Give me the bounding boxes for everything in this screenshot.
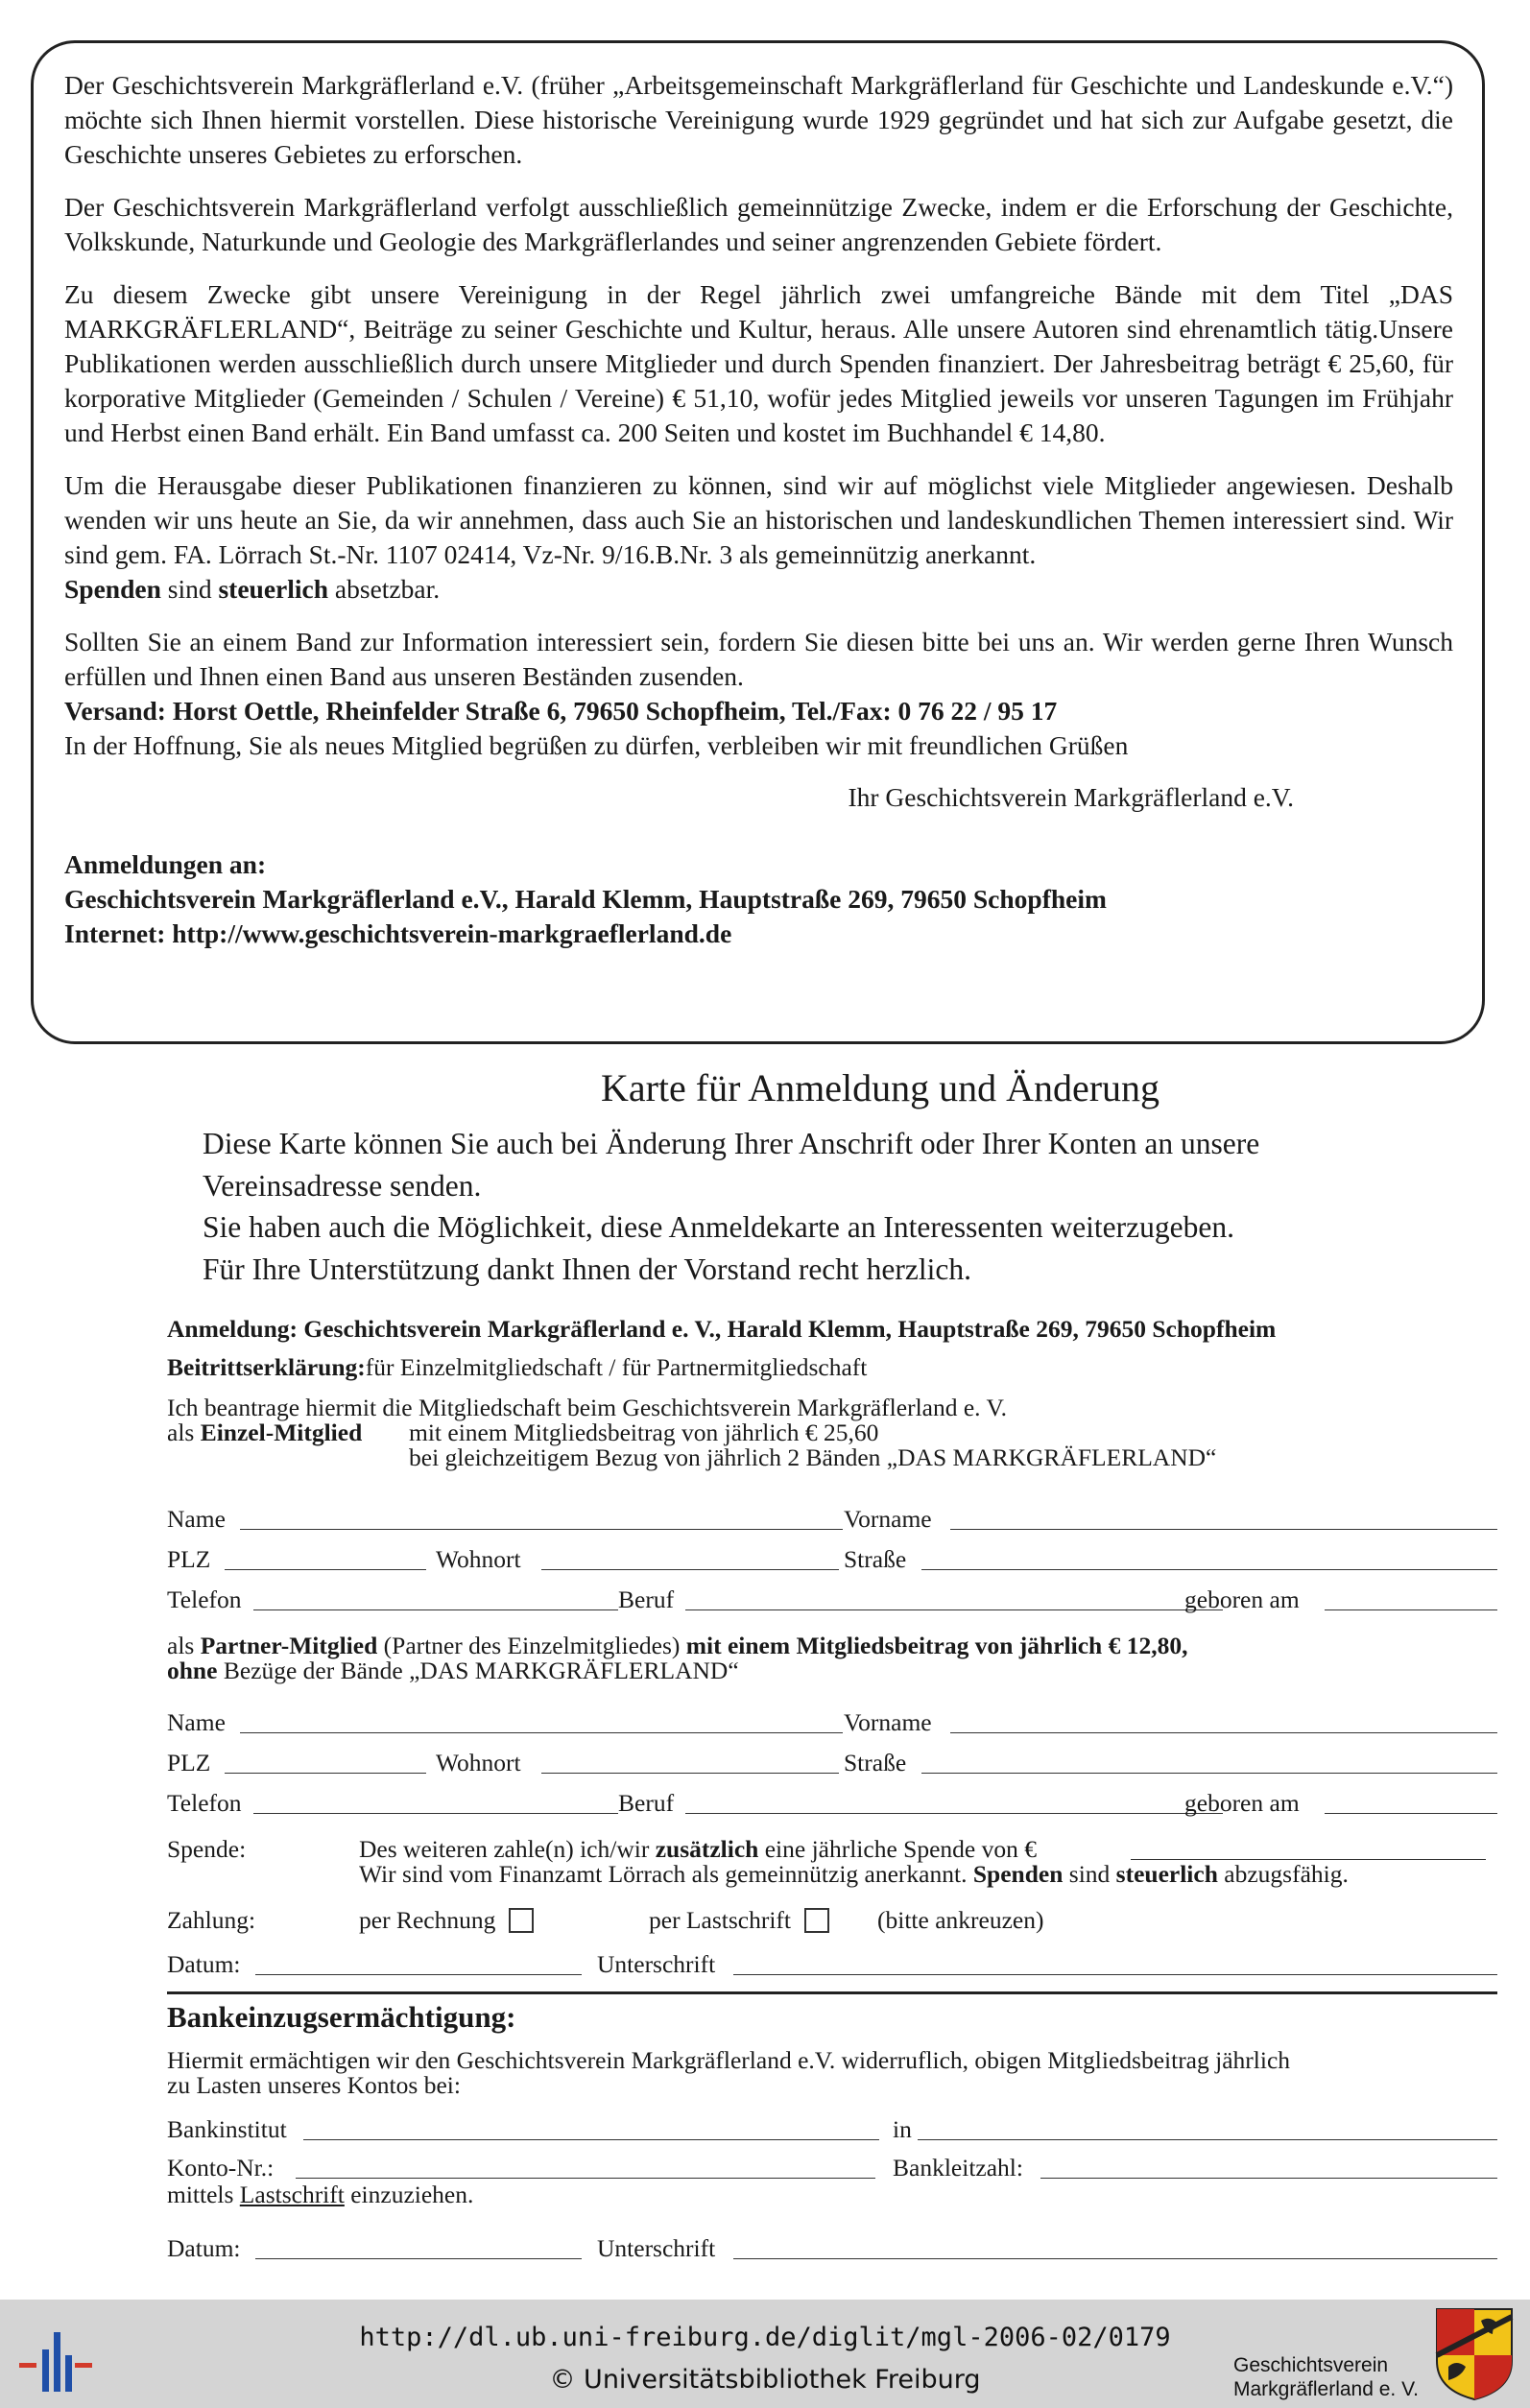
partner-address-row bbox=[167, 1747, 1497, 1779]
antrag-line: Ich beantrage hiermit die Mitgliedschaft beim Geschichtsverein Markgräflerland e. V. bbox=[167, 1394, 1007, 1421]
lastschrift-option[interactable] bbox=[649, 1906, 829, 1935]
association-info-box bbox=[31, 40, 1485, 1044]
blz-field[interactable] bbox=[1040, 2178, 1497, 2179]
bank-text-1: Hiermit ermächtigen wir den Geschichtsverein Markgräflerland e.V. widerruflich, obigen Mitgliedsbeitrag jährlich bbox=[167, 2046, 1291, 2074]
partner-plz-label: PLZ bbox=[167, 1749, 211, 1776]
name-row bbox=[167, 1503, 1497, 1536]
partner-geboren-label: geboren am bbox=[1184, 1789, 1300, 1817]
rechnung-option[interactable] bbox=[359, 1906, 534, 1935]
bank-ort-field[interactable] bbox=[918, 2139, 1497, 2140]
spenden-bold: Spenden bbox=[64, 574, 161, 604]
beitritt-text: für Einzelmitgliedschaft / für Partnermitgliedschaft bbox=[365, 1353, 868, 1381]
vorname-label: Vorname bbox=[844, 1505, 932, 1533]
datum-row bbox=[167, 1948, 1497, 1981]
spende-steuerlich: steuerlich bbox=[1115, 1860, 1218, 1888]
mittels-text: mittels bbox=[167, 2181, 240, 2208]
beitritt-line bbox=[167, 1353, 867, 1382]
konto-label: Konto-Nr.: bbox=[167, 2154, 275, 2182]
ankreuzen-hint: (bitte ankreuzen) bbox=[877, 1906, 1044, 1934]
datum-label: Datum: bbox=[167, 1950, 241, 1978]
footer-bar bbox=[0, 2300, 1530, 2408]
beruf-field[interactable] bbox=[685, 1609, 1223, 1610]
beruf-label: Beruf bbox=[618, 1585, 675, 1613]
lastschrift-checkbox[interactable] bbox=[804, 1908, 829, 1933]
bankinstitut-field[interactable] bbox=[303, 2139, 879, 2140]
internet-link[interactable]: Internet: http://www.geschichtsverein-markgraeflerland.de bbox=[64, 918, 732, 948]
funding-text: Um die Herausgabe dieser Publikationen finanzieren zu können, sind wir auf möglichst viele Mitglieder angewiesen. Deshalb wenden wir uns heute an Sie, da wir annehmen, dass auch Sie an historischen und landeskundlichen Themen interessiert sind. Wir sind gem. FA. Lörrach St.-Nr. 1107 02414, Vz-Nr. 9/16.B.Nr. 3 als gemeinnützig anerkannt. bbox=[64, 470, 1453, 569]
spende-abzugsfaehig: abzugsfähig. bbox=[1217, 1860, 1349, 1888]
bank-datum-row bbox=[167, 2232, 1497, 2265]
einzel-fee: mit einem Mitgliedsbeitrag von jährlich € 25,60 bbox=[409, 1419, 879, 1446]
partner-name-row bbox=[167, 1706, 1497, 1739]
signature: Ihr Geschichtsverein Markgräflerland e.V. bbox=[848, 782, 1294, 812]
spende-zusaetzlich: zusätzlich bbox=[655, 1835, 759, 1863]
anmeldungen-address: Geschichtsverein Markgräflerland e.V., Harald Klemm, Hauptstraße 269, 79650 Schopfheim bbox=[64, 884, 1107, 914]
funding-paragraph bbox=[64, 468, 1453, 607]
partner-bezuege: Bezüge der Bände „DAS MARKGRÄFLERLAND“ bbox=[217, 1657, 739, 1684]
partner-vorname-field[interactable] bbox=[950, 1732, 1497, 1733]
intro-paragraph: Der Geschichtsverein Markgräflerland e.V. (früher „Arbeitsgemeinschaft Markgräflerland für Geschichte und Landeskunde e.V.“) möchte sich Ihnen hiermit vorstellen. Diese historische Vereinigung wurde 1929 gegründet und hat sich zur Aufgabe gesetzt, die Geschichte unseres Gebietes zu erforschen. bbox=[64, 70, 1453, 169]
partner-label: Partner-Mitglied bbox=[200, 1632, 378, 1659]
steuerlich-bold: steuerlich bbox=[218, 574, 329, 604]
strasse-field[interactable] bbox=[921, 1569, 1497, 1570]
partner-volumes-line bbox=[167, 1657, 739, 1685]
lastschrift-underlined: Lastschrift bbox=[239, 2181, 345, 2208]
card-intro-line: Diese Karte können Sie auch bei Änderung Ihrer Anschrift oder Ihrer Konten an unsere bbox=[203, 1127, 1260, 1160]
card-intro bbox=[203, 1123, 1450, 1290]
vorname-field[interactable] bbox=[950, 1529, 1497, 1530]
name-label: Name bbox=[167, 1505, 226, 1533]
footer-org-line: Geschichtsverein bbox=[1233, 2354, 1389, 2376]
unterschrift-label: Unterschrift bbox=[597, 1950, 716, 1978]
wohnort-field[interactable] bbox=[541, 1569, 839, 1570]
partner-geboren-field[interactable] bbox=[1325, 1813, 1497, 1814]
bank-title: Bankeinzugsermächtigung: bbox=[167, 2000, 516, 2034]
bankinstitut-row bbox=[167, 2113, 1497, 2146]
card-intro-line: Sie haben auch die Möglichkeit, diese Anmeldekarte an Interessenten weiterzugeben. bbox=[203, 1210, 1234, 1244]
card-title: Karte für Anmeldung und Änderung bbox=[600, 1066, 1160, 1109]
spende-text-a: Des weiteren zahle(n) ich/wir bbox=[359, 1835, 656, 1863]
telefon-label: Telefon bbox=[167, 1585, 242, 1613]
unterschrift-field[interactable] bbox=[733, 1974, 1497, 1975]
footer-org-line: Markgräflerland e. V. bbox=[1233, 2378, 1419, 2400]
telefon-field[interactable] bbox=[253, 1609, 618, 1610]
partner-paren: (Partner des Einzelmitgliedes) bbox=[377, 1632, 686, 1659]
spende-text-c: eine jährliche Spende von € bbox=[758, 1835, 1037, 1863]
bank-datum-field[interactable] bbox=[255, 2258, 582, 2259]
bank-unterschrift-field[interactable] bbox=[733, 2258, 1497, 2259]
rechnung-checkbox[interactable] bbox=[509, 1908, 534, 1933]
partner-telefon-label: Telefon bbox=[167, 1789, 242, 1817]
partner-wohnort-label: Wohnort bbox=[436, 1749, 521, 1776]
contact-row bbox=[167, 1584, 1497, 1616]
konto-field[interactable] bbox=[296, 2178, 875, 2179]
funding-end: absetzbar. bbox=[328, 574, 441, 604]
section-divider bbox=[167, 1991, 1497, 1994]
geboren-label: geboren am bbox=[1184, 1585, 1300, 1613]
datum-field[interactable] bbox=[255, 1974, 582, 1975]
purpose-paragraph: Der Geschichtsverein Markgräflerland verfolgt ausschließlich gemeinnützige Zwecke, indem er die Erforschung der Geschichte, Volkskunde, Naturkunde und Geologie des Markgräflerlandes und seiner angrenzenden Gebiete fördert. bbox=[64, 192, 1453, 256]
name-field[interactable] bbox=[240, 1529, 843, 1530]
partner-beruf-label: Beruf bbox=[618, 1789, 675, 1817]
partner-ohne: ohne bbox=[167, 1657, 218, 1684]
form-header: Anmeldung: Geschichtsverein Markgräflerland e. V., Harald Klemm, Hauptstraße 269, 79650 Schopfheim bbox=[167, 1315, 1277, 1343]
als-text: als bbox=[167, 1419, 201, 1446]
einzel-volumes: bei gleichzeitigem Bezug von jährlich 2 Bänden „DAS MARKGRÄFLERLAND“ bbox=[409, 1443, 1217, 1471]
partner-als: als bbox=[167, 1632, 201, 1659]
spende-finanzamt: Wir sind vom Finanzamt Lörrach als gemeinnützig anerkannt. bbox=[359, 1860, 973, 1888]
partner-name-field[interactable] bbox=[240, 1732, 843, 1733]
partner-wohnort-field[interactable] bbox=[541, 1773, 839, 1774]
publications-paragraph: Zu diesem Zwecke gibt unsere Vereinigung in der Regel jährlich zwei umfangreiche Bände mit dem Titel „DAS MARKGRÄFLERLAND“, Beiträge zu seiner Geschichte und Kultur, heraus. Alle unsere Autoren sind ehrenamtlich tätig.Unsere Publikationen werden ausschließlich durch unsere Mitglieder und durch Spenden finanziert. Der Jahresbeitrag beträgt € 25,60, für korporative Mitglieder (Gemeinden / Schulen / Vereine) € 51,10, wofür jedes Mitglied jeweils vor unseren Tagungen im Frühjahr und Herbst einen Band erhält. Ein Band umfasst ca. 200 Seiten und kostet im Buchhandel € 14,80. bbox=[64, 279, 1453, 447]
blz-label: Bankleitzahl: bbox=[893, 2154, 1023, 2182]
address-row bbox=[167, 1543, 1497, 1576]
plz-label: PLZ bbox=[167, 1545, 211, 1573]
footer-copyright: © Universitätsbibliothek Freiburg bbox=[549, 2365, 981, 2395]
strasse-label: Straße bbox=[844, 1545, 907, 1573]
card-intro-line: Für Ihre Unterstützung dankt Ihnen der Vorstand recht herzlich. bbox=[203, 1252, 971, 1286]
anmeldungen-label: Anmeldungen an: bbox=[64, 849, 267, 879]
mittels-line bbox=[167, 2181, 473, 2209]
lastschrift-label: per Lastschrift bbox=[649, 1906, 791, 1934]
request-paragraph: Sollten Sie an einem Band zur Information interessiert sein, fordern Sie diesen bitte bei uns an. Wir werden gerne Ihren Wunsch erfüllen und Ihnen einen Band aus unseren Beständen zusenden. bbox=[64, 627, 1453, 691]
wohnort-label: Wohnort bbox=[436, 1545, 521, 1573]
bank-unterschrift-label: Unterschrift bbox=[597, 2234, 716, 2262]
partner-plz-field[interactable] bbox=[225, 1773, 426, 1774]
partner-contact-row bbox=[167, 1787, 1497, 1820]
partner-strasse-label: Straße bbox=[844, 1749, 907, 1776]
konto-row bbox=[167, 2152, 1497, 2184]
funding-connector: sind bbox=[160, 574, 219, 604]
einzel-line bbox=[167, 1419, 362, 1447]
spende-spenden: Spenden bbox=[972, 1860, 1064, 1888]
bank-text-2: zu Lasten unseres Kontos bei: bbox=[167, 2071, 461, 2099]
partner-telefon-field[interactable] bbox=[253, 1813, 618, 1814]
in-label: in bbox=[893, 2115, 912, 2143]
partner-fee: mit einem Mitgliedsbeitrag von jährlich € 12,80, bbox=[685, 1632, 1188, 1659]
bank-datum-label: Datum: bbox=[167, 2234, 241, 2262]
partner-vorname-label: Vorname bbox=[844, 1708, 932, 1736]
partner-beruf-field[interactable] bbox=[685, 1813, 1223, 1814]
einzel-label: Einzel-Mitglied bbox=[200, 1419, 363, 1446]
versand-line: Versand: Horst Oettle, Rheinfelder Straße 6, 79650 Schopfheim, Tel./Fax: 0 76 22 / 95 17 bbox=[64, 696, 1058, 726]
partner-strasse-field[interactable] bbox=[921, 1773, 1497, 1774]
bankinstitut-label: Bankinstitut bbox=[167, 2115, 287, 2143]
spende-line-2 bbox=[359, 1860, 1349, 1889]
card-intro-line: Vereinsadresse senden. bbox=[203, 1168, 482, 1203]
coat-of-arms-icon bbox=[1435, 2307, 1514, 2401]
rechnung-label: per Rechnung bbox=[359, 1906, 496, 1934]
plz-field[interactable] bbox=[225, 1569, 426, 1570]
spende-sind: sind bbox=[1063, 1860, 1116, 1888]
footer-url[interactable]: http://dl.ub.uni-freiburg.de/diglit/mgl-2006-02/0179 bbox=[359, 2323, 1171, 2352]
geboren-field[interactable] bbox=[1325, 1609, 1497, 1610]
partner-name-label: Name bbox=[167, 1708, 226, 1736]
footer-org-name bbox=[1233, 2353, 1419, 2401]
beitritt-label: Beitrittserklärung: bbox=[167, 1353, 366, 1381]
einziehen-text: einzuziehen. bbox=[344, 2181, 474, 2208]
closing-line: In der Hoffnung, Sie als neues Mitglied begrüßen zu dürfen, verbleiben wir mit freundlichen Grüßen bbox=[64, 730, 1129, 760]
zahlung-label: Zahlung: bbox=[167, 1906, 256, 1934]
spende-label: Spende: bbox=[167, 1835, 247, 1863]
